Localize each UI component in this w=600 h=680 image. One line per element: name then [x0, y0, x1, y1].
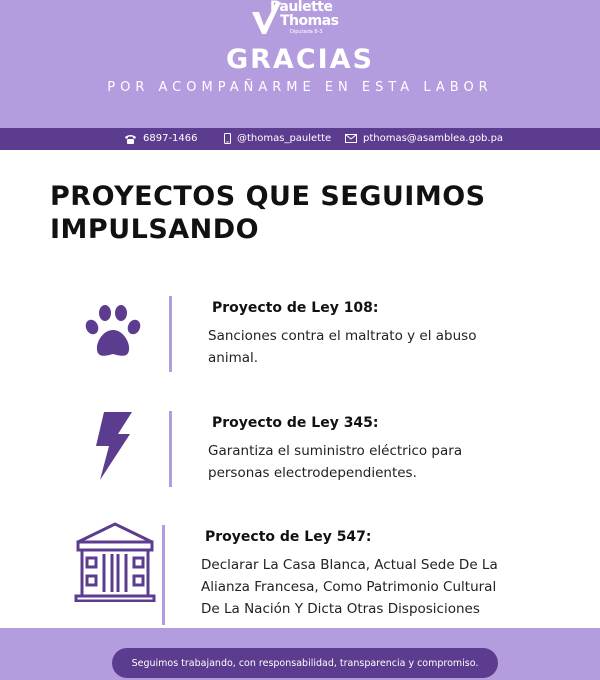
project-description: Garantiza el suministro eléctrico para personas electrodependientes.: [208, 443, 463, 481]
logo-subtitle: Diputada 8-3: [290, 29, 323, 35]
logo-name-line2: Thomas: [280, 13, 339, 29]
phone-icon: [124, 134, 137, 144]
project-description: Declarar La Casa Blanca, Actual Sede De La Alianza Francesa, Como Patrimonio Cultural De La Nación Y Dicta Otras Disposiciones: [201, 557, 498, 617]
contact-phone[interactable]: [124, 133, 198, 144]
project-title: Proyecto de Ley 345:: [212, 415, 379, 431]
project-divider: [169, 411, 172, 487]
project-title: Proyecto de Ley 547:: [205, 529, 372, 545]
email-address: pthomas@asamblea.gob.pa: [363, 133, 504, 144]
mobile-icon: [224, 133, 231, 144]
phone-number: 6897-1466: [143, 133, 198, 144]
project-title: Proyecto de Ley 108:: [212, 300, 379, 316]
footer-pill: [112, 648, 498, 678]
project-divider: [162, 525, 165, 625]
paw-icon: [84, 304, 142, 360]
building-icon: [74, 522, 156, 602]
logo-name-line1: Paulette: [270, 0, 333, 15]
gracias-title: GRACIAS: [225, 44, 375, 75]
social-handle: @thomas_paulette: [237, 133, 332, 144]
lightning-icon: [94, 412, 136, 480]
project-description: Sanciones contra el maltrato y el abuso animal.: [208, 328, 477, 366]
contact-bar: [0, 128, 600, 150]
page-title: PROYECTOS QUE SEGUIMOS IMPULSANDO: [50, 181, 486, 245]
gracias-subtitle: POR ACOMPAÑARME EN ESTA LABOR: [107, 80, 493, 95]
contact-social[interactable]: [224, 133, 331, 144]
envelope-icon: [345, 134, 357, 143]
project-divider: [169, 296, 172, 372]
logo: [250, 0, 350, 36]
contact-email[interactable]: [345, 133, 503, 144]
footer-text: Seguimos trabajando, con responsabilidad, transparencia y compromiso.: [131, 657, 479, 669]
